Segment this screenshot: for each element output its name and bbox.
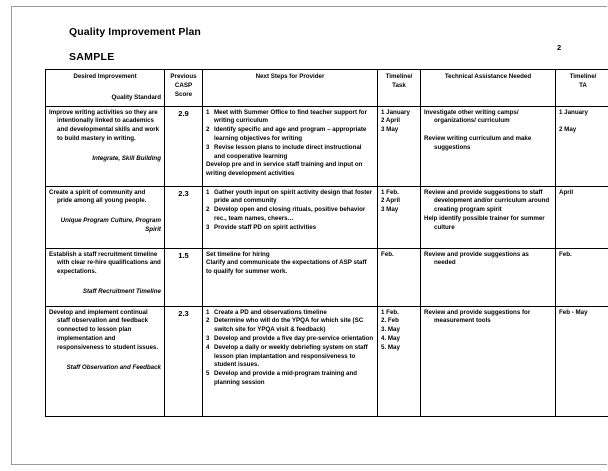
- timeline-task-item: 3. May: [381, 326, 400, 334]
- column-header-timeline-ta-line2: TA: [579, 81, 587, 89]
- column-header-casp-label: CASP: [174, 81, 193, 89]
- cell-technical-assistance: [421, 248, 556, 306]
- next-step-number: 3: [206, 223, 210, 231]
- cell-timeline-ta: [556, 306, 608, 416]
- timeline-ta-item: Feb - May: [559, 308, 588, 316]
- timeline-ta-item: 2 May: [559, 126, 577, 134]
- cell-desired-improvement: [46, 106, 165, 186]
- technical-assistance-item: Review writing curriculum and make suggestions: [424, 135, 532, 151]
- column-header-score-label: Score: [174, 90, 193, 98]
- next-step-item: 1 Create a PD and observations timeline: [206, 308, 327, 316]
- timeline-task-list: [381, 189, 417, 215]
- technical-assistance-item: Help identify possible trainer for summer culture: [424, 214, 545, 231]
- cell-timeline-task: [378, 306, 421, 416]
- timeline-task-item: 1 January: [381, 108, 410, 116]
- next-step-number: 2: [206, 206, 210, 214]
- document-page: [11, 6, 607, 465]
- next-step-item: 2 Identify specific and age and program – appropriate learning objectives for writing: [206, 126, 367, 142]
- technical-assistance-item: Review and provide suggestions to staff development and/or curriculum around creating program spirit: [424, 188, 550, 214]
- table-header-row: [46, 70, 608, 107]
- next-step-item: 5 Develop and provide a mid-program training and planning session: [206, 370, 358, 386]
- technical-assistance-item: Investigate other writing camps/ organizations/ curriculum: [424, 108, 519, 125]
- cell-technical-assistance: [421, 306, 556, 416]
- casp-score-value: 2.3: [178, 308, 189, 318]
- technical-assistance-list: [424, 189, 552, 233]
- next-step-number: 2: [206, 317, 210, 325]
- column-header-timeline-task: [378, 70, 421, 107]
- column-header-desired-improvement: [46, 70, 165, 107]
- cell-technical-assistance: [421, 106, 556, 186]
- column-header-timeline-task-line2: Task: [392, 81, 406, 89]
- cell-desired-improvement: [46, 186, 165, 248]
- timeline-ta-item: April: [559, 188, 574, 196]
- timeline-task-item: 1 Feb.: [381, 188, 399, 196]
- timeline-task-item: 5. May: [381, 343, 400, 351]
- next-steps-list: [206, 251, 374, 277]
- timeline-task-item: 4. May: [381, 334, 400, 342]
- cell-timeline-task: [378, 106, 421, 186]
- timeline-task-item: 2. Feb: [381, 317, 399, 325]
- next-step-number: 5: [206, 370, 210, 378]
- timeline-task-item: 2 April: [381, 197, 401, 205]
- timeline-ta-list: [559, 309, 607, 318]
- next-steps-list: [206, 109, 374, 179]
- page-number: 2: [557, 43, 562, 52]
- column-header-next-steps-label: Next Steps for Provider: [255, 73, 325, 80]
- next-steps-list: [206, 309, 374, 388]
- casp-score-value: 2.9: [178, 108, 189, 118]
- timeline-task-list: [381, 309, 417, 353]
- cell-next-steps: [203, 106, 378, 186]
- cell-timeline-task: [378, 248, 421, 306]
- next-step-item: 3 Provide staff PD on spirit activities: [206, 223, 317, 231]
- timeline-ta-item: Feb.: [559, 250, 572, 258]
- next-step-number: 4: [206, 343, 210, 351]
- next-step-number: 3: [206, 143, 210, 151]
- desired-improvement-text: Establish a staff recruitment timeline with clear re-hire qualifications and expectations.: [49, 250, 161, 276]
- page-title: Quality Improvement Plan: [69, 26, 201, 38]
- timeline-ta-list: [559, 251, 607, 260]
- timeline-task-item: Feb.: [381, 250, 394, 258]
- timeline-task-list: [381, 109, 417, 135]
- timeline-ta-list: [559, 189, 607, 198]
- cell-timeline-ta: [556, 248, 608, 306]
- page-subtitle: SAMPLE: [69, 51, 115, 63]
- timeline-ta-list: [559, 109, 607, 135]
- cell-next-steps: [203, 248, 378, 306]
- next-step-item: Set timeline for hiring: [206, 250, 270, 258]
- technical-assistance-item: Review and provide suggestions for measurement tools: [424, 308, 531, 325]
- desired-improvement-text: Develop and implement continual staff observation and feedback connected to lesson plan implementation and responsiveness to student issues.: [49, 308, 159, 351]
- timeline-task-item: 3 May: [381, 126, 399, 134]
- technical-assistance-item: Review and provide suggestions as needed: [424, 250, 529, 267]
- column-header-previous-casp-score: [165, 70, 203, 107]
- technical-assistance-list: [424, 109, 552, 153]
- next-step-item: 1 Gather youth input on spirit activity design that foster pride and community: [206, 188, 373, 205]
- column-header-quality-standard-label: Quality Standard: [111, 93, 161, 101]
- next-step-item: 3 Develop and provide a five day pre-service orientation: [206, 334, 374, 342]
- desired-improvement-text: Create a spirit of community and pride among all young people.: [49, 188, 147, 205]
- timeline-task-list: [381, 251, 417, 260]
- next-steps-list: [206, 189, 374, 233]
- table-row: [46, 306, 608, 416]
- quality-standard-text: Integrate, Skill Building: [92, 154, 161, 162]
- next-step-item: 2 Determine who will do the YPQA for which site (SC switch site for YPQA visit & feedback): [206, 317, 364, 334]
- table-body: [46, 106, 608, 416]
- table-row: [46, 186, 608, 248]
- next-step-item: 3 Revise lesson plans to include direct instructional and cooperative learning: [206, 143, 362, 160]
- table-row: [46, 106, 608, 186]
- column-header-timeline-ta-line1: Timeline/: [569, 73, 597, 80]
- quality-standard-text: Staff Recruitment Timeline: [82, 287, 161, 295]
- timeline-task-item: 3 May: [381, 206, 399, 214]
- next-step-item: 1 Meet with Summer Office to find teacher support for writing curriculum: [206, 108, 367, 125]
- next-step-number: 2: [206, 126, 210, 134]
- cell-casp-score: [165, 306, 203, 416]
- next-step-item: Clarify and communicate the expectations of ASP staff to qualify for summer work.: [206, 259, 367, 276]
- table-row: [46, 248, 608, 306]
- timeline-task-item: 1 Feb.: [381, 308, 399, 316]
- next-step-item: Develop pre and in service staff training and input on writing development activities: [206, 161, 363, 178]
- cell-casp-score: [165, 106, 203, 186]
- technical-assistance-list: [424, 309, 552, 327]
- column-header-timeline-ta: [556, 70, 608, 107]
- next-step-number: 1: [206, 188, 210, 196]
- technical-assistance-list: [424, 251, 552, 269]
- column-header-next-steps: [203, 70, 378, 107]
- cell-next-steps: [203, 186, 378, 248]
- casp-score-value: 2.3: [178, 188, 189, 198]
- quality-improvement-table: [45, 69, 608, 417]
- quality-standard-text: Unique Program Culture, Program Spirit: [60, 217, 161, 233]
- column-header-desired-improvement-label: Desired Improvement: [73, 73, 137, 80]
- cell-next-steps: [203, 306, 378, 416]
- cell-technical-assistance: [421, 186, 556, 248]
- next-step-number: 1: [206, 108, 210, 116]
- cell-timeline-task: [378, 186, 421, 248]
- column-header-previous-label: Previous: [170, 73, 197, 80]
- cell-timeline-ta: [556, 106, 608, 186]
- casp-score-value: 1.5: [178, 250, 189, 260]
- column-header-technical-assistance-label: Technical Assistance Needed: [444, 73, 532, 80]
- next-step-item: 2 Develop open and closing rituals, positive behavior rec., team names, cheers…: [206, 206, 366, 222]
- next-step-number: 3: [206, 334, 210, 342]
- timeline-ta-item: 1 January: [559, 108, 588, 116]
- next-step-number: 1: [206, 308, 210, 316]
- quality-standard-text: Staff Observation and Feedback: [66, 363, 161, 371]
- cell-casp-score: [165, 248, 203, 306]
- column-header-timeline-task-line1: Timeline/: [385, 73, 413, 80]
- cell-desired-improvement: [46, 306, 165, 416]
- cell-casp-score: [165, 186, 203, 248]
- next-step-item: 4 Develop a daily or weekly debriefing system on staff lesson plan implantation and responsiveness to student issues.: [206, 343, 368, 369]
- cell-timeline-ta: [556, 186, 608, 248]
- column-header-technical-assistance: [421, 70, 556, 107]
- cell-desired-improvement: [46, 248, 165, 306]
- desired-improvement-text: Improve writing activities so they are intentionally linked to academics and developmental skills and work to build mastery in writing.: [49, 108, 160, 142]
- timeline-task-item: 2 April: [381, 117, 401, 125]
